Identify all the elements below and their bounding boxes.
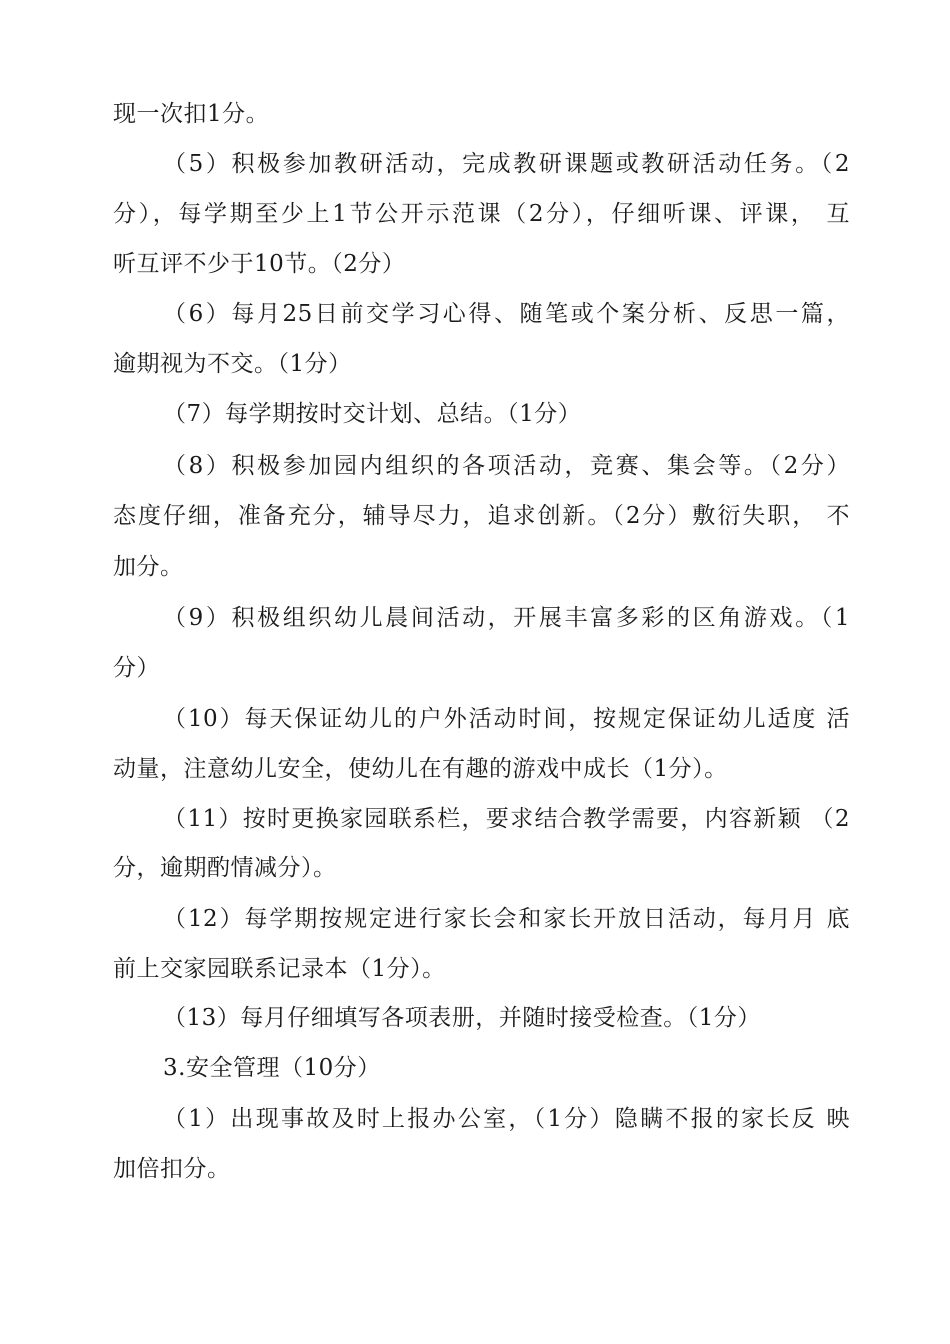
item-6-line-1: （6）每月25日前交学习心得、随笔或个案分析、反思一篇，	[163, 301, 850, 327]
item-13-line-1: （13）每月仔细填写各项表册，并随时接受检查。（1分）	[163, 1005, 761, 1031]
safety-item-1-line-1: （1）出现事故及时上报办公室，（1分）隐瞒不报的家长反 映	[163, 1106, 850, 1132]
text-line: 现一次扣1分。	[113, 101, 270, 127]
item-8-line-1: （8）积极参加园内组织的各项活动，竞赛、集会等。（2分）	[163, 453, 850, 479]
item-6-line-2: 逾期视为不交。（1分）	[113, 351, 352, 377]
safety-item-1-line-2: 加倍扣分。	[113, 1156, 231, 1182]
item-7-line-1: （7）每学期按时交计划、总结。（1分）	[163, 401, 582, 427]
item-10-line-1: （10）每天保证幼儿的户外活动时间，按规定保证幼儿适度 活	[163, 706, 850, 732]
item-5-line-1: （5）积极参加教研活动，完成教研课题或教研活动任务。（2	[163, 151, 850, 177]
item-10-line-2: 动量，注意幼儿安全，使幼儿在有趣的游戏中成长（1分）。	[113, 756, 728, 782]
item-12-line-1: （12）每学期按规定进行家长会和家长开放日活动，每月月 底	[163, 906, 850, 932]
section-heading: 3.安全管理（10分）	[163, 1055, 381, 1081]
item-5-line-3: 听互评不少于10节。（2分）	[113, 251, 406, 277]
item-11-line-1: （11）按时更换家园联系栏，要求结合教学需要，内容新颖 （2	[163, 806, 850, 832]
item-5-line-2: 分），每学期至少上1节公开示范课（2分），仔细听课、评课， 互	[113, 201, 850, 227]
item-12-line-2: 前上交家园联系记录本（1分）。	[113, 956, 446, 982]
item-8-line-3: 加分。	[113, 554, 184, 580]
item-9-line-1: （9）积极组织幼儿晨间活动，开展丰富多彩的区角游戏。（1	[163, 605, 850, 631]
item-9-line-2: 分）	[113, 655, 160, 681]
item-11-line-2: 分，逾期酌情减分）。	[113, 855, 337, 881]
item-8-line-2: 态度仔细，准备充分，辅导尽力，追求创新。（2分）敷衍失职， 不	[113, 503, 850, 529]
